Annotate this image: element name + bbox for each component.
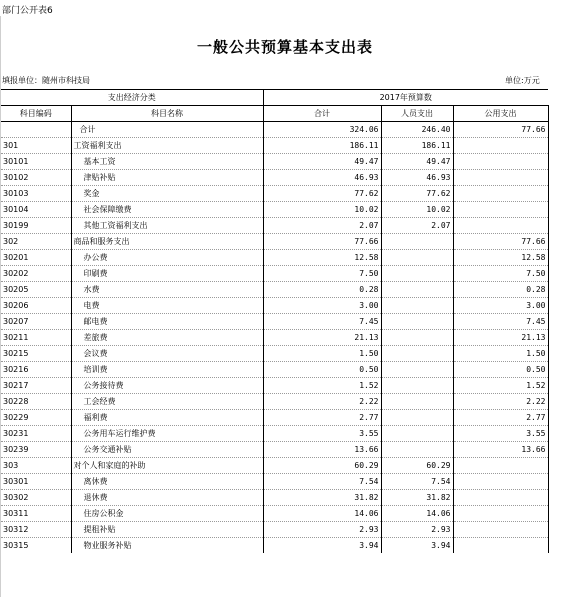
row-public: [453, 218, 548, 234]
row-name: 提租补贴: [71, 522, 263, 538]
row-total: 3.00: [263, 298, 381, 314]
table-row: [1, 154, 548, 170]
row-code: 30312: [1, 522, 71, 538]
row-personnel: [381, 426, 453, 442]
row-code: 302: [1, 234, 71, 250]
row-name: 其他工资福利支出: [71, 218, 263, 234]
row-personnel: [381, 410, 453, 426]
row-total: 60.29: [263, 458, 381, 474]
row-name: 差旅费: [71, 330, 263, 346]
row-personnel: [381, 442, 453, 458]
table-row: [1, 426, 548, 442]
row-name: 离休费: [71, 474, 263, 490]
header-name: 科目名称: [71, 106, 263, 122]
table-row: [1, 362, 548, 378]
table-row: [1, 218, 548, 234]
budget-table: [1, 89, 549, 553]
reporting-unit: 填报单位：随州市科技局: [2, 76, 90, 85]
table-row: [1, 314, 548, 330]
row-total: 12.58: [263, 250, 381, 266]
row-personnel: 31.82: [381, 490, 453, 506]
table-row: [1, 346, 548, 362]
table-row: [1, 234, 548, 250]
row-code: 30229: [1, 410, 71, 426]
row-public: 12.58: [453, 250, 548, 266]
row-total: 46.93: [263, 170, 381, 186]
table-row: [1, 186, 548, 202]
row-personnel: 186.11: [381, 138, 453, 154]
row-total: 21.13: [263, 330, 381, 346]
row-public: [453, 538, 548, 554]
row-public: [453, 458, 548, 474]
row-total: 7.54: [263, 474, 381, 490]
table-row: [1, 250, 548, 266]
header-total: 合计: [263, 106, 381, 122]
row-total: 324.06: [263, 122, 381, 138]
row-personnel: 246.40: [381, 122, 453, 138]
page-title: 一般公共预算基本支出表: [196, 38, 373, 56]
row-total: 77.66: [263, 234, 381, 250]
row-personnel: 14.06: [381, 506, 453, 522]
header-row-columns: [1, 106, 548, 122]
row-public: 1.50: [453, 346, 548, 362]
row-personnel: [381, 266, 453, 282]
row-total: 3.94: [263, 538, 381, 554]
row-total: 0.50: [263, 362, 381, 378]
row-code: 30216: [1, 362, 71, 378]
row-public: [453, 522, 548, 538]
row-name: 培训费: [71, 362, 263, 378]
row-name: 津贴补贴: [71, 170, 263, 186]
table-row: [1, 458, 548, 474]
row-code: 30201: [1, 250, 71, 266]
table-row: [1, 330, 548, 346]
row-total: 3.55: [263, 426, 381, 442]
row-personnel: [381, 330, 453, 346]
row-name: 电费: [71, 298, 263, 314]
row-total: 7.45: [263, 314, 381, 330]
currency-unit: 单位:万元: [505, 76, 540, 85]
row-code: 30239: [1, 442, 71, 458]
row-name: 物业服务补贴: [71, 538, 263, 554]
row-name: 商品和服务支出: [71, 234, 263, 250]
row-code: 30231: [1, 426, 71, 442]
row-code: 301: [1, 138, 71, 154]
row-personnel: 3.94: [381, 538, 453, 554]
table-row: [1, 490, 548, 506]
row-personnel: 49.47: [381, 154, 453, 170]
row-public: [453, 154, 548, 170]
table-row: [1, 202, 548, 218]
table-row: [1, 282, 548, 298]
row-total: 14.06: [263, 506, 381, 522]
row-code: 30205: [1, 282, 71, 298]
row-total: 2.77: [263, 410, 381, 426]
row-name: 公务交通补贴: [71, 442, 263, 458]
row-name: 对个人和家庭的补助: [71, 458, 263, 474]
row-public: [453, 186, 548, 202]
table-row: [1, 378, 548, 394]
header-row-group: [1, 90, 548, 106]
row-personnel: [381, 282, 453, 298]
row-total: 49.47: [263, 154, 381, 170]
row-public: [453, 474, 548, 490]
row-code: 30228: [1, 394, 71, 410]
row-total: 186.11: [263, 138, 381, 154]
row-public: 7.50: [453, 266, 548, 282]
row-personnel: [381, 378, 453, 394]
table-row: [1, 442, 548, 458]
row-public: 2.22: [453, 394, 548, 410]
header-economic-class: 支出经济分类: [1, 90, 263, 106]
row-code: 30206: [1, 298, 71, 314]
row-public: 3.00: [453, 298, 548, 314]
row-personnel: 60.29: [381, 458, 453, 474]
row-name: 印刷费: [71, 266, 263, 282]
row-public: [453, 202, 548, 218]
row-name: 办公费: [71, 250, 263, 266]
row-public: [453, 138, 548, 154]
row-public: [453, 170, 548, 186]
row-name: 住房公积金: [71, 506, 263, 522]
row-public: 13.66: [453, 442, 548, 458]
budget-body: [1, 122, 548, 554]
row-total: 0.28: [263, 282, 381, 298]
table-tag: 部门公开表6: [2, 6, 53, 16]
header-code: 科目编码: [1, 106, 71, 122]
row-public: 2.77: [453, 410, 548, 426]
row-name: 基本工资: [71, 154, 263, 170]
row-code: 30102: [1, 170, 71, 186]
row-total: 1.52: [263, 378, 381, 394]
row-public: 1.52: [453, 378, 548, 394]
row-total: 2.93: [263, 522, 381, 538]
row-code: 30104: [1, 202, 71, 218]
table-row: [1, 138, 548, 154]
row-code: 30301: [1, 474, 71, 490]
row-name: 合计: [71, 122, 263, 138]
row-personnel: 77.62: [381, 186, 453, 202]
row-personnel: 2.93: [381, 522, 453, 538]
row-name: 水费: [71, 282, 263, 298]
row-code: 30202: [1, 266, 71, 282]
row-public: [453, 506, 548, 522]
row-total: 77.62: [263, 186, 381, 202]
table-row: [1, 298, 548, 314]
header-personnel: 人员支出: [381, 106, 453, 122]
row-personnel: [381, 394, 453, 410]
row-total: 2.07: [263, 218, 381, 234]
row-total: 2.22: [263, 394, 381, 410]
row-public: 77.66: [453, 234, 548, 250]
row-name: 工会经费: [71, 394, 263, 410]
header-budget-2017: 2017年预算数: [263, 90, 548, 106]
table-row: [1, 474, 548, 490]
row-personnel: [381, 298, 453, 314]
row-personnel: [381, 346, 453, 362]
row-name: 社会保障缴费: [71, 202, 263, 218]
row-code: [1, 122, 71, 138]
row-personnel: 10.02: [381, 202, 453, 218]
row-public: 7.45: [453, 314, 548, 330]
row-code: 30217: [1, 378, 71, 394]
row-public: 0.28: [453, 282, 548, 298]
row-code: 30215: [1, 346, 71, 362]
row-total: 13.66: [263, 442, 381, 458]
row-name: 邮电费: [71, 314, 263, 330]
row-total: 10.02: [263, 202, 381, 218]
row-public: 0.50: [453, 362, 548, 378]
row-public: 3.55: [453, 426, 548, 442]
row-personnel: [381, 250, 453, 266]
row-personnel: 2.07: [381, 218, 453, 234]
table-row: [1, 538, 548, 554]
row-name: 奖金: [71, 186, 263, 202]
table-row: [1, 522, 548, 538]
row-personnel: [381, 234, 453, 250]
row-personnel: [381, 314, 453, 330]
row-name: 福利费: [71, 410, 263, 426]
row-personnel: 7.54: [381, 474, 453, 490]
row-name: 公务用车运行维护费: [71, 426, 263, 442]
row-total: 7.50: [263, 266, 381, 282]
row-public: 77.66: [453, 122, 548, 138]
row-code: 303: [1, 458, 71, 474]
table-row: [1, 170, 548, 186]
table-row: [1, 122, 548, 138]
row-name: 会议费: [71, 346, 263, 362]
row-code: 30211: [1, 330, 71, 346]
row-personnel: [381, 362, 453, 378]
row-total: 31.82: [263, 490, 381, 506]
row-code: 30101: [1, 154, 71, 170]
row-total: 1.50: [263, 346, 381, 362]
table-row: [1, 506, 548, 522]
row-code: 30311: [1, 506, 71, 522]
row-code: 30103: [1, 186, 71, 202]
row-code: 30207: [1, 314, 71, 330]
row-code: 30302: [1, 490, 71, 506]
table-row: [1, 394, 548, 410]
row-code: 30199: [1, 218, 71, 234]
table-row: [1, 266, 548, 282]
row-name: 退休费: [71, 490, 263, 506]
row-personnel: 46.93: [381, 170, 453, 186]
row-code: 30315: [1, 538, 71, 554]
header-public: 公用支出: [453, 106, 548, 122]
row-public: [453, 490, 548, 506]
table-row: [1, 410, 548, 426]
row-name: 公务接待费: [71, 378, 263, 394]
row-public: 21.13: [453, 330, 548, 346]
row-name: 工资福利支出: [71, 138, 263, 154]
